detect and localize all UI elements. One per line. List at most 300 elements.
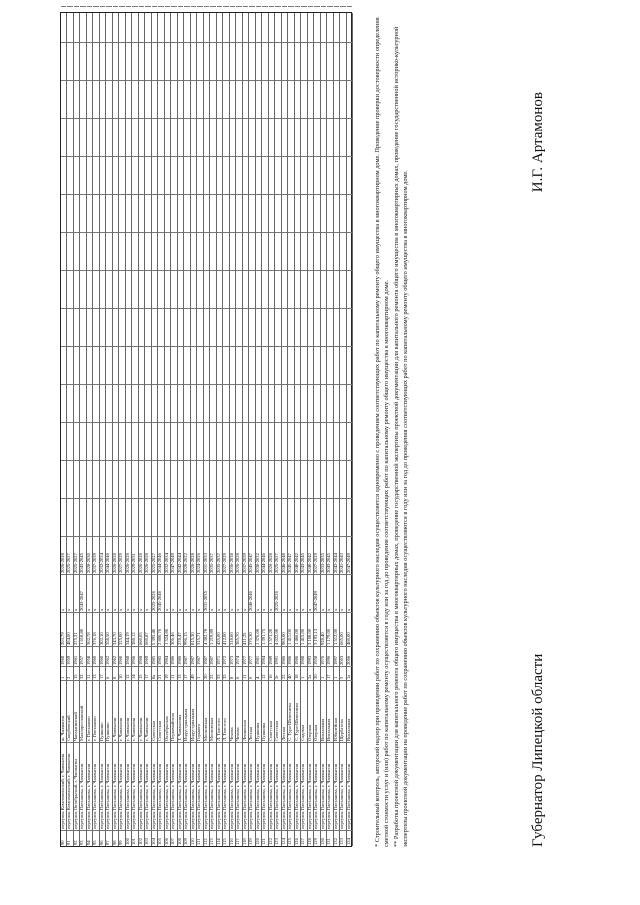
cell-empty	[145, 42, 150, 80]
cell-e: х	[347, 574, 352, 612]
cell-a: Первомайская	[171, 680, 176, 742]
cell-period: 2042-2044	[178, 536, 183, 574]
cell-empty	[217, 460, 222, 498]
cell-empty	[139, 270, 144, 308]
cell-addr: переулок Плеханова, г. Чаплыгин	[119, 742, 124, 830]
cell-e: х	[145, 574, 150, 612]
cell-empty	[171, 270, 176, 308]
cell-empty	[165, 384, 170, 422]
cell-empty	[347, 384, 352, 422]
cell-empty	[249, 346, 254, 384]
cell-empty	[301, 156, 306, 194]
cell-e: 2045-2046	[158, 574, 163, 612]
cell-empty	[295, 6, 300, 42]
cell-a: Чаплыгинский	[74, 680, 79, 742]
cell-empty	[288, 460, 293, 498]
cell-d: 1 512,00	[334, 612, 339, 646]
cell-empty	[308, 346, 313, 384]
cell-empty	[119, 232, 124, 270]
cell-empty	[106, 80, 111, 118]
cell-empty	[171, 422, 176, 460]
cell-empty	[223, 80, 228, 118]
cell-empty	[217, 308, 222, 346]
cell-empty	[243, 384, 248, 422]
cell-c: 1974	[236, 646, 241, 666]
cell-empty	[119, 80, 124, 118]
cell-empty	[308, 156, 313, 194]
cell-empty	[288, 232, 293, 270]
cell-n: 95	[93, 830, 98, 846]
cell-empty	[113, 232, 118, 270]
cell-empty	[340, 232, 345, 270]
cell-empty	[197, 42, 202, 80]
cell-empty	[204, 232, 209, 270]
cell-b: 12	[126, 666, 131, 680]
cell-empty	[204, 346, 209, 384]
cell-empty	[178, 498, 183, 536]
cell-empty	[243, 270, 248, 308]
cell-empty	[87, 460, 92, 498]
cell-empty	[282, 118, 287, 156]
cell-empty	[171, 232, 176, 270]
cell-empty	[184, 118, 189, 156]
cell-empty	[334, 232, 339, 270]
cell-empty	[314, 80, 319, 118]
cell-empty	[334, 118, 339, 156]
cell-empty	[178, 346, 183, 384]
cell-empty	[262, 308, 267, 346]
cell-empty	[334, 308, 339, 346]
cell-empty	[243, 156, 248, 194]
cell-empty	[217, 422, 222, 460]
cell-empty	[210, 422, 215, 460]
cell-empty	[152, 118, 157, 156]
cell-e: х	[197, 574, 202, 612]
cell-addr: переулок Плеханова, г. Чаплыгин	[334, 742, 339, 830]
cell-empty	[327, 118, 332, 156]
cell-empty	[301, 422, 306, 460]
cell-empty	[152, 232, 157, 270]
cell-empty	[158, 384, 163, 422]
cell-empty	[197, 194, 202, 232]
cell-empty	[223, 156, 228, 194]
cell-empty	[119, 6, 124, 42]
cell-period: 2026-2028	[139, 536, 144, 574]
cell-period: 2040-2042	[295, 536, 300, 574]
cell-n: 115	[223, 830, 228, 846]
cell-empty	[204, 6, 209, 42]
cell-empty	[321, 194, 326, 232]
cell-empty	[171, 80, 176, 118]
cell-empty	[61, 232, 66, 270]
cell-empty	[191, 80, 196, 118]
cell-addr: переулок Плеханова, г. Чаплыгин	[230, 742, 235, 830]
cell-empty	[67, 232, 72, 270]
cell-c: 1987	[184, 646, 189, 666]
cell-empty	[113, 270, 118, 308]
cell-empty	[126, 80, 131, 118]
cell-empty	[132, 498, 137, 536]
cell-a: Ленинская	[243, 680, 248, 742]
cell-addr: переулок Плеханова, г. Чаплыгин	[347, 742, 352, 830]
cell-empty	[308, 308, 313, 346]
cell-n: 120	[256, 830, 261, 846]
cell-a: Пушкина	[256, 680, 261, 742]
cell-empty	[217, 118, 222, 156]
cell-empty	[139, 42, 144, 80]
cell-empty	[184, 346, 189, 384]
cell-empty	[321, 156, 326, 194]
cell-b: 22	[282, 666, 287, 680]
cell-empty	[321, 460, 326, 498]
cell-empty	[61, 308, 66, 346]
cell-b: 16	[269, 666, 274, 680]
cell-b: 8	[113, 666, 118, 680]
cell-empty	[106, 42, 111, 80]
cell-empty	[334, 156, 339, 194]
cell-empty	[236, 308, 241, 346]
cell-empty	[87, 346, 92, 384]
cell-period: 2043-2045	[80, 536, 85, 574]
cell-empty	[61, 6, 66, 42]
cell-empty	[243, 6, 248, 42]
cell-empty	[152, 42, 157, 80]
cell-e: х	[113, 574, 118, 612]
cell-b: 22	[210, 666, 215, 680]
cell-empty	[126, 308, 131, 346]
cell-addr: переулок Плеханова, г. Чаплыгин	[223, 742, 228, 830]
cell-n: 134	[347, 830, 352, 846]
cell-empty	[301, 80, 306, 118]
cell-addr: переулок Плеханова, г. Чаплыгин	[249, 742, 254, 830]
cell-d: 996,15	[184, 612, 189, 646]
cell-empty	[340, 42, 345, 80]
cell-empty	[100, 80, 105, 118]
cell-empty	[249, 384, 254, 422]
cell-empty	[262, 460, 267, 498]
cell-empty	[223, 270, 228, 308]
cell-empty	[282, 232, 287, 270]
cell-empty	[249, 498, 254, 536]
cell-empty	[74, 232, 79, 270]
cell-empty	[106, 498, 111, 536]
cell-c: 1986	[282, 646, 287, 666]
cell-period: 2027-2029	[119, 536, 124, 574]
cell-empty	[334, 194, 339, 232]
cell-empty	[269, 118, 274, 156]
cell-empty	[262, 270, 267, 308]
cell-empty	[132, 460, 137, 498]
cell-empty	[249, 308, 254, 346]
cell-n: 131	[327, 830, 332, 846]
cell-addr: переулок Плеханова, г. Чаплыгин	[178, 742, 183, 830]
cell-period: 2031-2033	[204, 536, 209, 574]
cell-empty	[223, 6, 228, 42]
cell-addr: переулок Плеханова, г. Чаплыгин	[295, 742, 300, 830]
cell-empty	[126, 194, 131, 232]
cell-period: 2044-2046	[106, 536, 111, 574]
cell-empty	[334, 498, 339, 536]
cell-empty	[340, 118, 345, 156]
cell-empty	[145, 498, 150, 536]
cell-d: 385,70	[236, 612, 241, 646]
cell-c: 1986	[288, 646, 293, 666]
cell-empty	[230, 270, 235, 308]
cell-n: 124	[282, 830, 287, 846]
cell-empty	[249, 6, 254, 42]
cell-b: 17	[145, 666, 150, 680]
cell-empty	[282, 498, 287, 536]
cell-empty	[223, 498, 228, 536]
cell-addr: переулок Плеханова, г. Чаплыгин	[210, 742, 215, 830]
cell-empty	[74, 6, 79, 42]
cell-empty	[184, 308, 189, 346]
cell-empty	[197, 232, 202, 270]
cell-empty	[119, 498, 124, 536]
cell-empty	[165, 422, 170, 460]
cell-n: 103	[145, 830, 150, 846]
cell-empty	[67, 6, 72, 42]
cell-empty	[347, 308, 352, 346]
cell-empty	[132, 232, 137, 270]
cell-empty	[204, 384, 209, 422]
cell-empty	[236, 270, 241, 308]
cell-empty	[236, 498, 241, 536]
cell-empty	[269, 460, 274, 498]
cell-empty	[93, 498, 98, 536]
cell-period: 2040-2042	[308, 536, 313, 574]
cell-empty	[61, 422, 66, 460]
cell-empty	[288, 6, 293, 42]
cell-e: х	[210, 574, 215, 612]
cell-addr: переулок Плеханова, г. Чаплыгин	[113, 742, 118, 830]
cell-empty	[67, 498, 72, 536]
cell-empty	[191, 308, 196, 346]
cell-empty	[67, 270, 72, 308]
cell-period: 2037-2039	[93, 536, 98, 574]
cell-c: 1985	[158, 646, 163, 666]
cell-empty	[340, 460, 345, 498]
cell-d: 660,87	[145, 612, 150, 646]
cell-empty	[249, 194, 254, 232]
cell-d: 1 415,00	[301, 612, 306, 646]
cell-empty	[132, 156, 137, 194]
cell-a: Октябрьская	[165, 680, 170, 742]
cell-empty	[314, 42, 319, 80]
cell-empty	[158, 194, 163, 232]
cell-period: 2029-2031	[132, 536, 137, 574]
cell-empty	[171, 156, 176, 194]
cell-empty	[217, 384, 222, 422]
cell-empty	[282, 6, 287, 42]
cell-e: х	[74, 574, 79, 612]
cell-empty	[100, 384, 105, 422]
cell-empty	[256, 156, 261, 194]
cell-empty	[282, 346, 287, 384]
cell-b: 13	[178, 666, 183, 680]
cell-empty	[295, 80, 300, 118]
cell-empty	[178, 270, 183, 308]
cell-empty	[132, 80, 137, 118]
cell-addr: переулок Плеханова, г. Чаплыгин	[132, 742, 137, 830]
cell-empty	[301, 232, 306, 270]
cell-empty	[87, 80, 92, 118]
cell-c: 1989	[269, 646, 274, 666]
cell-empty	[158, 118, 163, 156]
cell-empty	[262, 498, 267, 536]
cell-empty	[230, 6, 235, 42]
cell-d: 278,47	[178, 612, 183, 646]
cell-empty	[230, 346, 235, 384]
cell-empty	[223, 384, 228, 422]
cell-a: Пушкино	[100, 680, 105, 742]
cell-empty	[204, 42, 209, 80]
cell-empty	[119, 384, 124, 422]
cell-empty	[275, 42, 280, 80]
cell-empty	[262, 156, 267, 194]
cell-empty	[256, 42, 261, 80]
cell-empty	[210, 384, 215, 422]
cell-empty	[295, 118, 300, 156]
cell-addr: переулок Октябрьский, г. Чаплыгин	[74, 742, 79, 830]
cell-d: 318,00	[230, 612, 235, 646]
cell-empty	[139, 460, 144, 498]
cell-empty	[67, 422, 72, 460]
cell-empty	[126, 42, 131, 80]
table-row	[191, 13, 197, 846]
cell-b: 1	[321, 666, 326, 680]
cell-empty	[100, 346, 105, 384]
cell-n: 102	[139, 830, 144, 846]
cell-empty	[178, 118, 183, 156]
cell-empty	[113, 6, 118, 42]
cell-empty	[249, 80, 254, 118]
cell-empty	[321, 80, 326, 118]
cell-d: 5 395,40	[152, 612, 157, 646]
cell-empty	[230, 422, 235, 460]
cell-empty	[106, 422, 111, 460]
cell-empty	[100, 460, 105, 498]
cell-e: х	[321, 574, 326, 612]
cell-d: 928,40	[321, 612, 326, 646]
cell-empty	[171, 308, 176, 346]
cell-empty	[197, 308, 202, 346]
cell-d: 302,10	[100, 612, 105, 646]
cell-empty	[191, 422, 196, 460]
cell-empty	[158, 308, 163, 346]
cell-empty	[100, 498, 105, 536]
cell-e: х	[139, 574, 144, 612]
cell-empty	[340, 156, 345, 194]
cell-empty	[282, 308, 287, 346]
cell-empty	[132, 308, 137, 346]
cell-empty	[314, 232, 319, 270]
cell-empty	[269, 308, 274, 346]
cell-addr: переулок Плеханова, г. Чаплыгин	[126, 742, 131, 830]
cell-addr: переулок Плеханова, г. Чаплыгин	[145, 742, 150, 830]
cell-empty	[275, 384, 280, 422]
cell-empty	[327, 6, 332, 42]
cell-empty	[158, 270, 163, 308]
cell-empty	[288, 42, 293, 80]
cell-empty	[236, 42, 241, 80]
cell-empty	[158, 422, 163, 460]
cell-addr: переулок Плеханова, г. Чаплыгин	[191, 742, 196, 830]
cell-empty	[308, 460, 313, 498]
cell-b: 32	[80, 666, 85, 680]
cell-empty	[126, 422, 131, 460]
cell-empty	[314, 498, 319, 536]
cell-empty	[288, 498, 293, 536]
cell-empty	[178, 156, 183, 194]
cell-addr: переулок Комсомольский, г. Чаплыгин	[67, 742, 72, 830]
cell-e: х	[288, 574, 293, 612]
cell-d: 344,19	[126, 612, 131, 646]
cell-empty	[230, 498, 235, 536]
cell-empty	[275, 270, 280, 308]
cell-c: 1977	[243, 646, 248, 666]
cell-addr: переулок Плеханова, г. Чаплыгин	[340, 742, 345, 830]
cell-a: Индустриальная	[184, 680, 189, 742]
cell-empty	[256, 232, 261, 270]
cell-period: 2043-2045	[301, 536, 306, 574]
cell-d: 1 466,00	[295, 612, 300, 646]
cell-a: Вокзальная	[327, 680, 332, 742]
cell-d: 815,30	[191, 612, 196, 646]
cell-period: 2024-2026	[197, 536, 202, 574]
cell-empty	[301, 118, 306, 156]
cell-empty	[158, 80, 163, 118]
cell-empty	[119, 460, 124, 498]
cell-period: 2032-2034	[165, 536, 170, 574]
cell-empty	[61, 460, 66, 498]
cell-empty	[145, 346, 150, 384]
cell-empty	[288, 80, 293, 118]
cell-empty	[171, 498, 176, 536]
cell-empty	[236, 232, 241, 270]
cell-c: 1987	[191, 646, 196, 666]
cell-empty	[269, 498, 274, 536]
cell-empty	[152, 384, 157, 422]
cell-b: 2г	[275, 666, 280, 680]
cell-period: 2033-2035	[321, 536, 326, 574]
cell-a: Советская	[158, 680, 163, 742]
cell-empty	[197, 118, 202, 156]
cell-a: Юбилейная	[334, 680, 339, 742]
cell-d: 358,50	[106, 612, 111, 646]
cell-e: х	[165, 574, 170, 612]
cell-empty	[152, 270, 157, 308]
cell-e: х	[236, 574, 241, 612]
cell-empty	[93, 270, 98, 308]
cell-empty	[80, 80, 85, 118]
cell-empty	[106, 156, 111, 194]
cell-empty	[223, 42, 228, 80]
cell-empty	[269, 42, 274, 80]
cell-c: 1996	[327, 646, 332, 666]
cell-empty	[165, 42, 170, 80]
cell-empty	[80, 346, 85, 384]
cell-e: х	[230, 574, 235, 612]
cell-empty	[204, 156, 209, 194]
cell-d: 1 391,75	[262, 612, 267, 646]
cell-empty	[347, 194, 352, 232]
cell-empty	[249, 42, 254, 80]
cell-period: 2041-2043	[340, 536, 345, 574]
cell-empty	[217, 346, 222, 384]
cell-empty	[119, 156, 124, 194]
cell-empty	[67, 80, 72, 118]
